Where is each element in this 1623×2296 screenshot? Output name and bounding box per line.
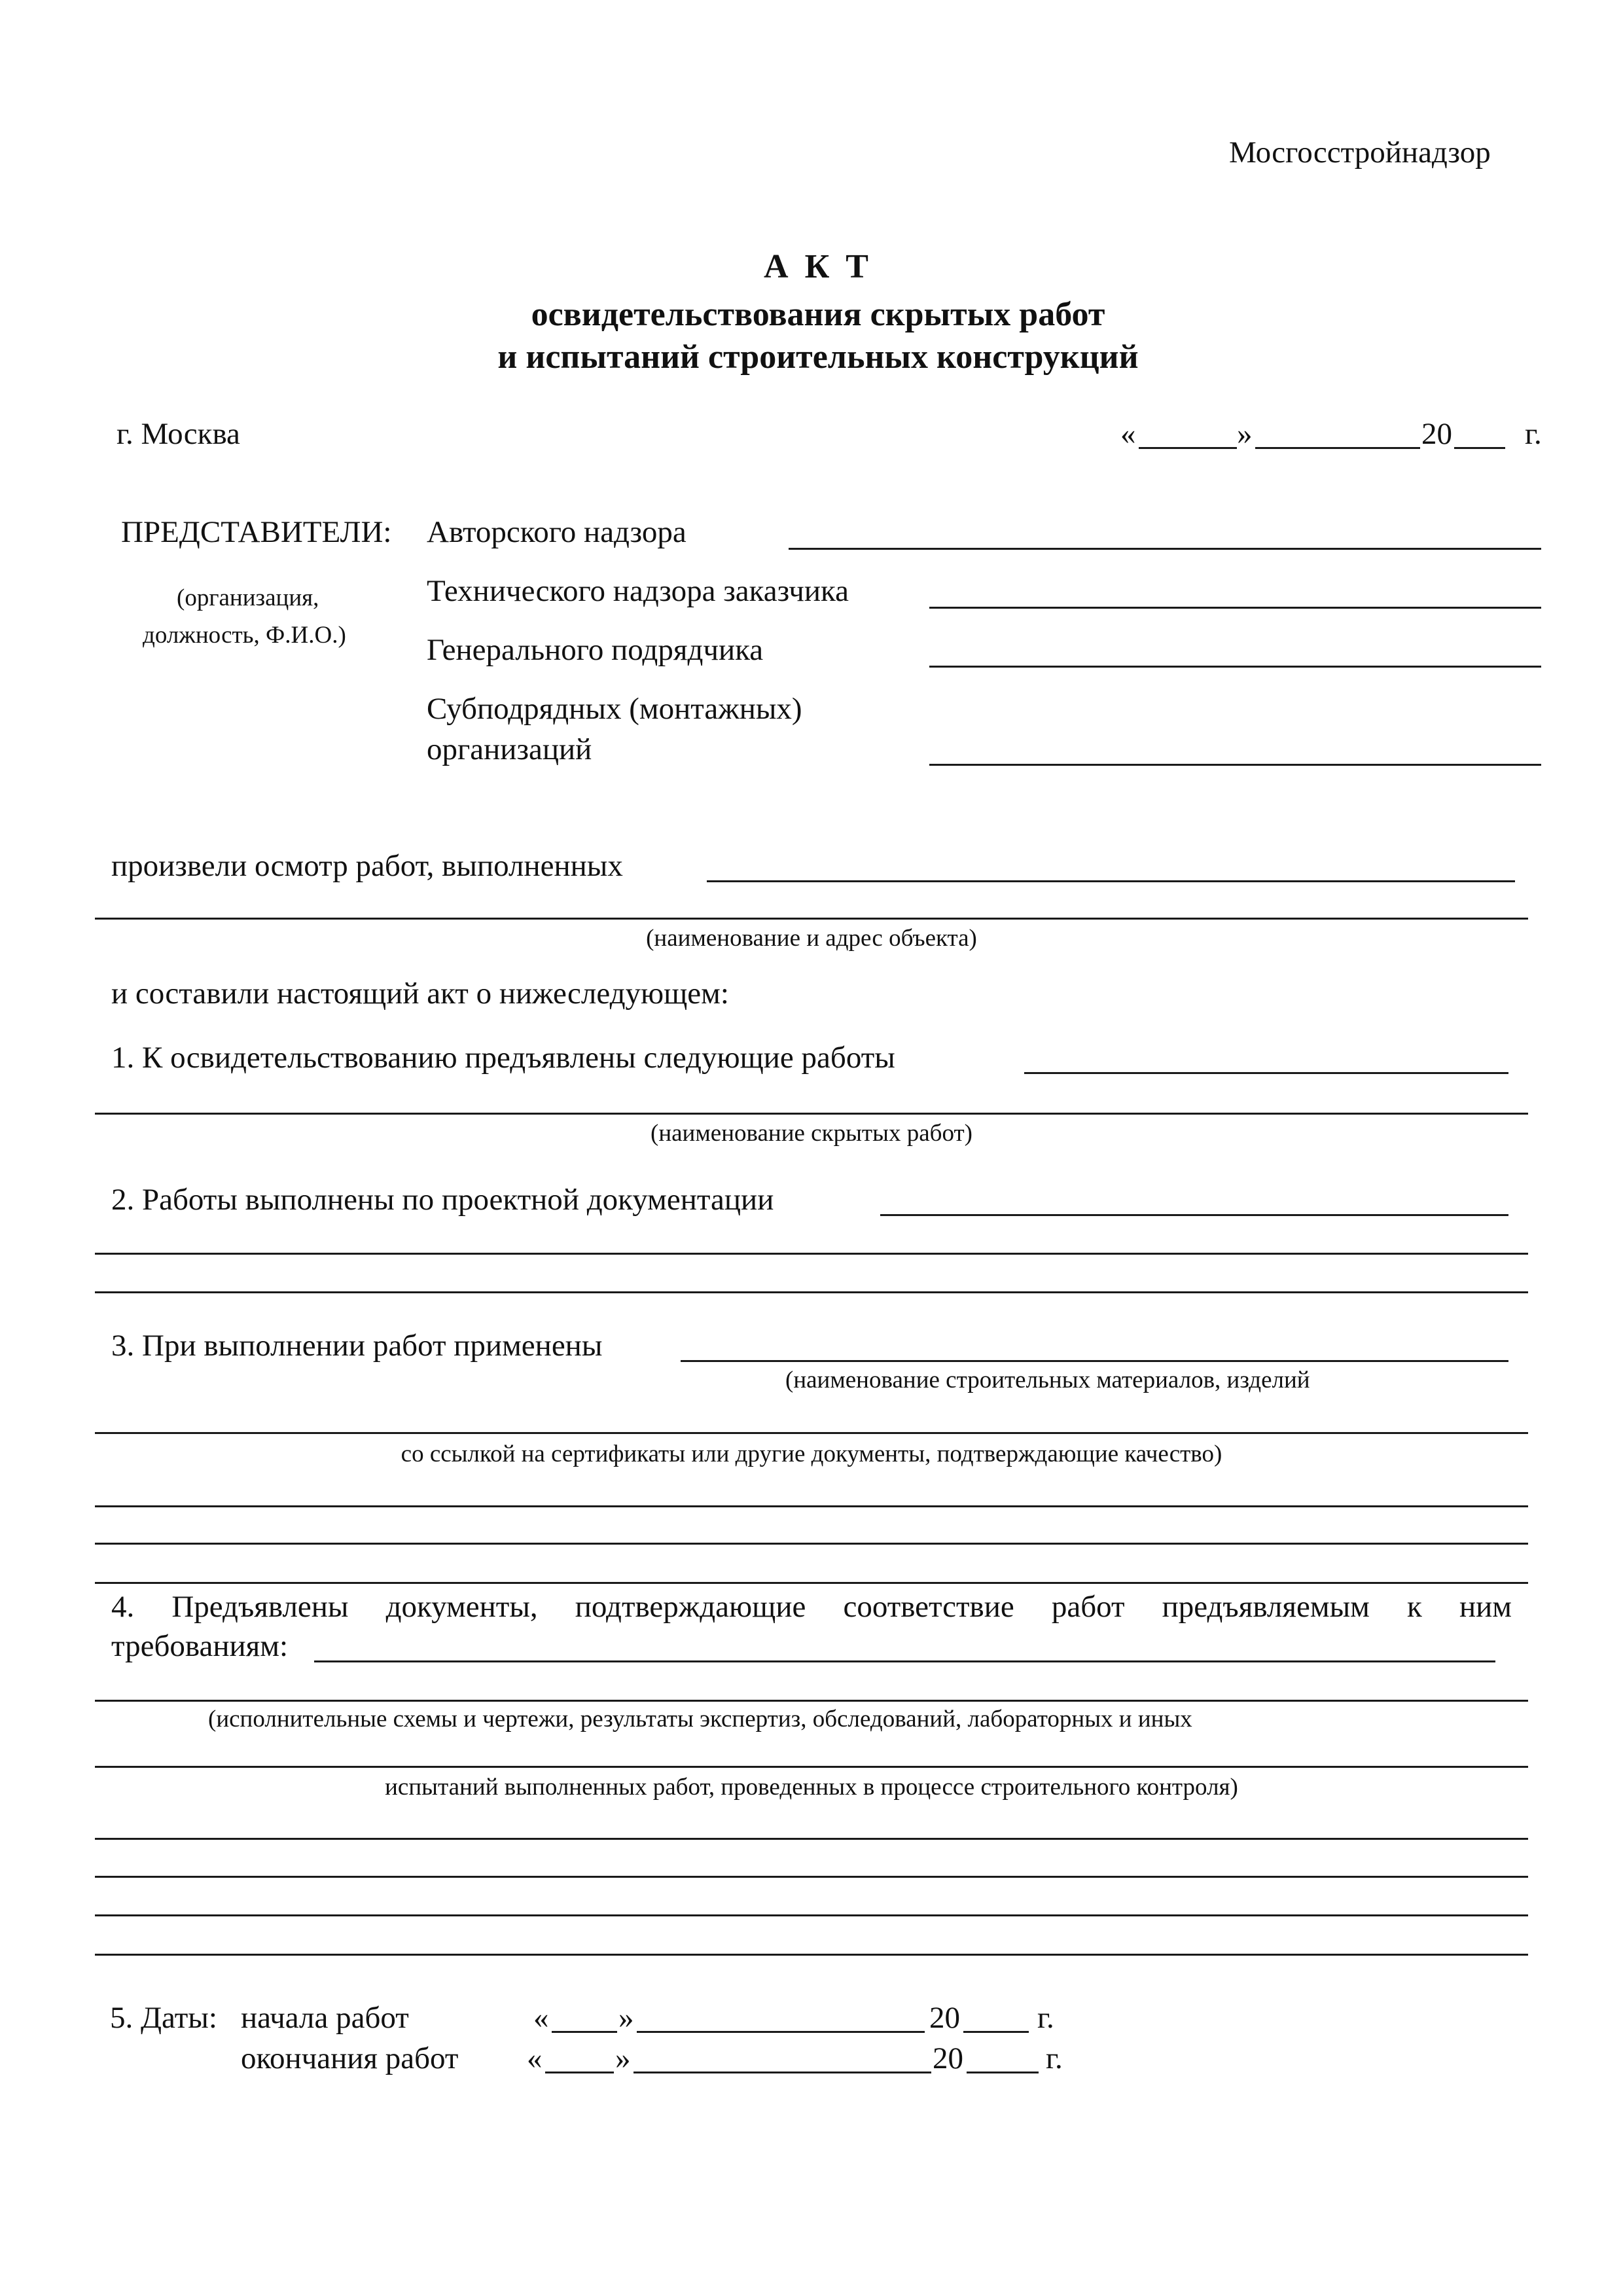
- section2-field-3[interactable]: [95, 1291, 1528, 1293]
- inspection-works-field[interactable]: [707, 880, 1515, 882]
- end-date-year-prefix: 20: [933, 2041, 963, 2075]
- document-title: А К Т: [764, 248, 872, 285]
- section4-caption-2: испытаний выполненных работ, проведенных в процессе строительного контроля): [385, 1774, 1238, 1801]
- section1-field[interactable]: [1024, 1072, 1508, 1074]
- representatives-heading: ПРЕДСТАВИТЕЛИ:: [121, 515, 392, 549]
- date-close-quote: »: [1237, 417, 1253, 451]
- section3-caption-1: (наименование строительных материалов, изделий: [785, 1367, 1310, 1393]
- section4-field-3[interactable]: [95, 1766, 1528, 1768]
- section4-field-7[interactable]: [95, 1954, 1528, 1956]
- section4-text-1: 4. Предъявлены документы, подтверждающие соответствие работ предъявляемым к ним: [111, 1590, 1512, 1624]
- start-date-year-field[interactable]: [963, 2031, 1029, 2033]
- section3-field[interactable]: [681, 1360, 1508, 1362]
- section2-field-2[interactable]: [95, 1253, 1528, 1255]
- end-date-year-suffix: г.: [1046, 2041, 1063, 2075]
- start-date-year-prefix: 20: [929, 2001, 960, 2035]
- date-year-suffix: г.: [1525, 417, 1542, 451]
- end-date-day-field[interactable]: [545, 2072, 614, 2073]
- start-date-month-field[interactable]: [637, 2031, 925, 2033]
- date-year-prefix: 20: [1421, 417, 1452, 451]
- section3-field-2[interactable]: [95, 1432, 1528, 1434]
- document-subtitle-1: освидетельствования скрытых работ: [531, 296, 1105, 333]
- rep-general-contractor-field[interactable]: [929, 666, 1541, 668]
- rep-subcontractors-label-2: организаций: [427, 732, 592, 766]
- start-date-close-quote: »: [618, 2001, 634, 2035]
- section4-text-2: требованиям:: [111, 1629, 289, 1663]
- start-date-day-field[interactable]: [552, 2031, 617, 2033]
- rep-subcontractors-label-1: Субподрядных (монтажных): [427, 692, 802, 726]
- document-subtitle-2: и испытаний строительных конструкций: [497, 338, 1139, 376]
- representatives-note-2: должность, Ф.И.О.): [143, 622, 346, 649]
- section5-label: 5. Даты:: [110, 2001, 217, 2035]
- date-year-field[interactable]: [1454, 447, 1505, 449]
- section2-field[interactable]: [880, 1214, 1508, 1216]
- representatives-note-1: (организация,: [177, 584, 319, 611]
- section4-field[interactable]: [314, 1660, 1495, 1662]
- city: г. Москва: [116, 417, 240, 451]
- object-address-field[interactable]: [95, 918, 1528, 920]
- section4-caption-1: (исполнительные схемы и чертежи, результаты экспертиз, обследований, лабораторных и иных: [208, 1706, 1192, 1732]
- section3-text: 3. При выполнении работ применены: [111, 1329, 603, 1363]
- rep-author-supervision-label: Авторского надзора: [427, 515, 687, 549]
- rep-general-contractor-label: Генерального подрядчика: [427, 633, 764, 667]
- section4-field-5[interactable]: [95, 1876, 1528, 1878]
- section4-field-6[interactable]: [95, 1914, 1528, 1916]
- section3-field-5[interactable]: [95, 1582, 1528, 1584]
- start-date-label: начала работ: [241, 2001, 409, 2035]
- date-day-field[interactable]: [1139, 447, 1237, 449]
- end-date-month-field[interactable]: [633, 2072, 931, 2073]
- section1-caption: (наименование скрытых работ): [651, 1120, 972, 1147]
- agency-name: Мосгосстройнадзор: [1229, 135, 1491, 170]
- section4-field-4[interactable]: [95, 1838, 1528, 1840]
- rep-author-supervision-field[interactable]: [789, 548, 1541, 550]
- section3-field-4[interactable]: [95, 1543, 1528, 1545]
- section1-text: 1. К освидетельствованию предъявлены следующие работы: [111, 1041, 895, 1075]
- act-intro: и составили настоящий акт о нижеследующем:: [111, 977, 729, 1011]
- rep-customer-supervision-field[interactable]: [929, 607, 1541, 609]
- section4-field-2[interactable]: [95, 1700, 1528, 1702]
- rep-customer-supervision-label: Технического надзора заказчика: [427, 574, 849, 608]
- section3-field-3[interactable]: [95, 1505, 1528, 1507]
- object-address-caption: (наименование и адрес объекта): [646, 925, 977, 952]
- section3-caption-2: со ссылкой на сертификаты или другие документы, подтверждающие качество): [401, 1441, 1222, 1467]
- end-date-close-quote: »: [615, 2041, 631, 2075]
- rep-subcontractors-field[interactable]: [929, 764, 1541, 766]
- end-date-year-field[interactable]: [967, 2072, 1039, 2073]
- end-date-label: окончания работ: [241, 2041, 459, 2075]
- start-date-open-quote: «: [533, 2001, 549, 2035]
- section2-text: 2. Работы выполнены по проектной документации: [111, 1183, 774, 1217]
- start-date-year-suffix: г.: [1037, 2001, 1054, 2035]
- inspection-text: произвели осмотр работ, выполненных: [111, 849, 623, 883]
- date-month-field[interactable]: [1255, 447, 1420, 449]
- section1-field-2[interactable]: [95, 1113, 1528, 1115]
- date-open-quote: «: [1120, 417, 1136, 451]
- end-date-open-quote: «: [527, 2041, 543, 2075]
